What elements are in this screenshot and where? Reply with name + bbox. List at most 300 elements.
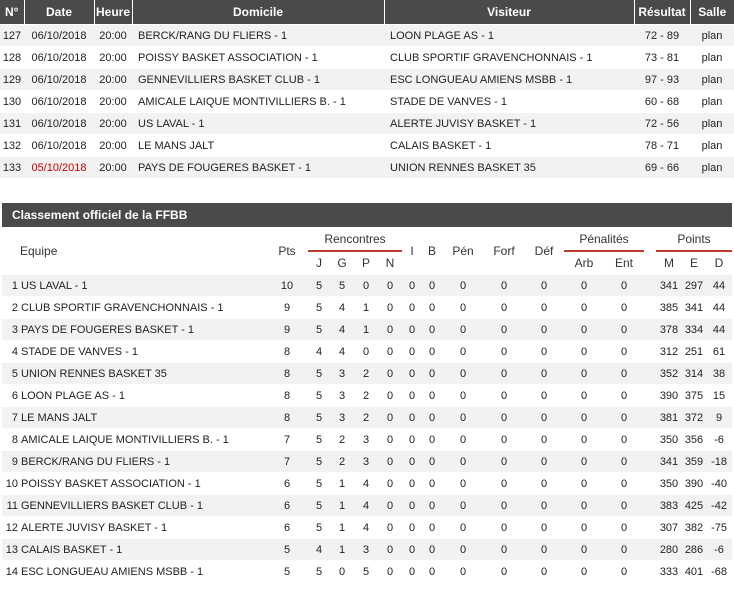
games-played: 5 [308, 429, 330, 451]
games-draw: 0 [378, 407, 402, 429]
stat-pen: 0 [442, 319, 484, 341]
rank-cell: 3 [2, 319, 18, 341]
points-scored: 280 [656, 539, 682, 561]
header-result: Résultat [634, 0, 690, 25]
penalty-ent: 0 [604, 451, 644, 473]
points-diff: -6 [706, 539, 732, 561]
ranking-row [2, 473, 732, 495]
stat-pen: 0 [442, 363, 484, 385]
games-won: 3 [330, 385, 354, 407]
points-diff: -68 [706, 561, 732, 583]
match-away-team: STADE DE VANVES - 1 [384, 91, 634, 113]
points-scored: 383 [656, 495, 682, 517]
stat-def: 0 [524, 407, 564, 429]
rank-cell: 14 [2, 561, 18, 583]
spacer [644, 561, 656, 583]
points-scored: 341 [656, 451, 682, 473]
spacer [644, 407, 656, 429]
match-row [0, 47, 734, 69]
spacer [298, 297, 308, 319]
spacer [644, 275, 656, 297]
stat-i: 0 [402, 429, 422, 451]
match-row [0, 25, 734, 47]
games-played: 5 [308, 385, 330, 407]
stat-forf: 0 [484, 539, 524, 561]
points-scored: 312 [656, 341, 682, 363]
points-total: 8 [276, 341, 298, 363]
points-scored: 390 [656, 385, 682, 407]
penalty-ent: 0 [604, 341, 644, 363]
stat-def: 0 [524, 451, 564, 473]
stat-def: 0 [524, 561, 564, 583]
stat-forf: 0 [484, 495, 524, 517]
stat-def: 0 [524, 473, 564, 495]
rank-cell: 11 [2, 495, 18, 517]
match-num: 130 [0, 91, 24, 113]
match-venue-link[interactable]: plan [690, 69, 734, 91]
match-date: 06/10/2018 [24, 113, 94, 135]
games-draw: 0 [378, 385, 402, 407]
points-conceded: 382 [682, 517, 706, 539]
stat-b: 0 [422, 385, 442, 407]
penalty-ent: 0 [604, 517, 644, 539]
penalty-ent: 0 [604, 429, 644, 451]
header-e: E [689, 256, 698, 270]
stat-b: 0 [422, 517, 442, 539]
match-time: 20:00 [94, 25, 132, 47]
points-total: 5 [276, 539, 298, 561]
stat-pen: 0 [442, 429, 484, 451]
team-name: STADE DE VANVES - 1 [18, 341, 276, 363]
stat-forf: 0 [484, 319, 524, 341]
stat-b: 0 [422, 297, 442, 319]
ranking-title: Classement officiel de la FFBB [2, 203, 732, 227]
stat-forf: 0 [484, 451, 524, 473]
penalty-arb: 0 [564, 473, 604, 495]
games-played: 5 [308, 561, 330, 583]
stat-def: 0 [524, 275, 564, 297]
header-penalties: Pénalités [564, 228, 644, 251]
rank-cell: 12 [2, 517, 18, 539]
stat-b: 0 [422, 407, 442, 429]
ranking-row [2, 561, 732, 583]
games-draw: 0 [378, 341, 402, 363]
spacer [644, 385, 656, 407]
points-scored: 350 [656, 429, 682, 451]
penalty-arb: 0 [564, 429, 604, 451]
stat-b: 0 [422, 319, 442, 341]
stat-def: 0 [524, 517, 564, 539]
stat-pen: 0 [442, 275, 484, 297]
stat-forf: 0 [484, 429, 524, 451]
match-time: 20:00 [94, 91, 132, 113]
match-num: 128 [0, 47, 24, 69]
spacer [298, 517, 308, 539]
stat-def: 0 [524, 539, 564, 561]
match-date: 06/10/2018 [24, 91, 94, 113]
ranking-table [2, 228, 732, 582]
points-conceded: 334 [682, 319, 706, 341]
penalty-arb: 0 [564, 495, 604, 517]
spacer [644, 473, 656, 495]
header-date: Date [24, 0, 94, 25]
stat-i: 0 [402, 407, 422, 429]
match-time: 20:00 [94, 47, 132, 69]
match-away-team: CLUB SPORTIF GRAVENCHONNAIS - 1 [384, 47, 634, 69]
games-played: 5 [308, 473, 330, 495]
spacer [298, 341, 308, 363]
points-scored: 333 [656, 561, 682, 583]
games-draw: 0 [378, 429, 402, 451]
games-draw: 0 [378, 539, 402, 561]
stat-b: 0 [422, 473, 442, 495]
games-played: 5 [308, 451, 330, 473]
stat-i: 0 [402, 495, 422, 517]
points-diff: 9 [706, 407, 732, 429]
games-won: 1 [330, 495, 354, 517]
rank-cell: 9 [2, 451, 18, 473]
stat-i: 0 [402, 385, 422, 407]
stat-i: 0 [402, 275, 422, 297]
header-points: Points [656, 228, 732, 251]
games-played: 5 [308, 297, 330, 319]
match-away-team: ALERTE JUVISY BASKET - 1 [384, 113, 634, 135]
games-draw: 0 [378, 495, 402, 517]
header-home: Domicile [132, 0, 384, 25]
penalty-ent: 0 [604, 297, 644, 319]
games-won: 4 [330, 297, 354, 319]
penalty-arb: 0 [564, 297, 604, 319]
stat-forf: 0 [484, 517, 524, 539]
team-name: GENNEVILLIERS BASKET CLUB - 1 [18, 495, 276, 517]
header-time: Heure [94, 0, 132, 25]
games-won: 3 [330, 407, 354, 429]
stat-pen: 0 [442, 539, 484, 561]
spacer [644, 451, 656, 473]
games-won: 0 [330, 561, 354, 583]
spacer [644, 341, 656, 363]
stat-def: 0 [524, 495, 564, 517]
games-won: 2 [330, 451, 354, 473]
spacer [644, 539, 656, 561]
spacer [298, 407, 308, 429]
games-won: 4 [330, 341, 354, 363]
points-scored: 341 [656, 275, 682, 297]
spacer [298, 561, 308, 583]
games-lost: 4 [354, 473, 378, 495]
stat-pen: 0 [442, 561, 484, 583]
ranking-row [2, 275, 732, 297]
points-diff: 44 [706, 297, 732, 319]
spacer [644, 363, 656, 385]
header-arb: Arb [574, 256, 594, 270]
games-draw: 0 [378, 297, 402, 319]
match-row [0, 135, 734, 157]
points-diff: 44 [706, 275, 732, 297]
stat-b: 0 [422, 341, 442, 363]
games-lost: 3 [354, 451, 378, 473]
match-num: 127 [0, 25, 24, 47]
stat-def: 0 [524, 363, 564, 385]
games-won: 1 [330, 539, 354, 561]
header-m: M [664, 256, 674, 270]
rank-cell: 1 [2, 275, 18, 297]
penalty-arb: 0 [564, 407, 604, 429]
games-played: 5 [308, 275, 330, 297]
penalty-arb: 0 [564, 561, 604, 583]
games-played: 5 [308, 495, 330, 517]
points-conceded: 401 [682, 561, 706, 583]
match-home-team: LE MANS JALT [132, 135, 384, 157]
header-away: Visiteur [384, 0, 634, 25]
match-row [0, 113, 734, 135]
games-draw: 0 [378, 319, 402, 341]
stat-def: 0 [524, 319, 564, 341]
team-name: ESC LONGUEAU AMIENS MSBB - 1 [18, 561, 276, 583]
games-played: 4 [308, 341, 330, 363]
games-draw: 0 [378, 517, 402, 539]
points-conceded: 297 [682, 275, 706, 297]
stat-i: 0 [402, 451, 422, 473]
penalty-arb: 0 [564, 341, 604, 363]
ranking-row [2, 319, 732, 341]
rank-cell: 7 [2, 407, 18, 429]
points-diff: -6 [706, 429, 732, 451]
match-home-team: GENNEVILLIERS BASKET CLUB - 1 [132, 69, 384, 91]
games-won: 4 [330, 319, 354, 341]
header-d: D [714, 256, 724, 270]
games-won: 1 [330, 473, 354, 495]
points-conceded: 251 [682, 341, 706, 363]
games-lost: 4 [354, 517, 378, 539]
match-time: 20:00 [94, 135, 132, 157]
points-total: 9 [276, 297, 298, 319]
header-def: Déf [534, 244, 554, 258]
penalty-arb: 0 [564, 319, 604, 341]
points-diff: -40 [706, 473, 732, 495]
games-won: 3 [330, 363, 354, 385]
team-name: POISSY BASKET ASSOCIATION - 1 [18, 473, 276, 495]
stat-i: 0 [402, 363, 422, 385]
match-venue-link[interactable]: plan [690, 25, 734, 47]
match-row [0, 69, 734, 91]
points-conceded: 375 [682, 385, 706, 407]
points-total: 10 [276, 275, 298, 297]
points-conceded: 390 [682, 473, 706, 495]
stat-b: 0 [422, 495, 442, 517]
points-total: 9 [276, 319, 298, 341]
ranking-header-row-1 [2, 228, 732, 251]
games-lost: 3 [354, 429, 378, 451]
spacer [298, 385, 308, 407]
stat-pen: 0 [442, 517, 484, 539]
team-name: LOON PLAGE AS - 1 [18, 385, 276, 407]
match-venue-link[interactable]: plan [690, 113, 734, 135]
match-num: 131 [0, 113, 24, 135]
match-date: 06/10/2018 [24, 25, 94, 47]
points-conceded: 372 [682, 407, 706, 429]
match-num: 132 [0, 135, 24, 157]
header-num: N° [0, 0, 24, 25]
team-name: US LAVAL - 1 [18, 275, 276, 297]
match-home-team: US LAVAL - 1 [132, 113, 384, 135]
games-played: 5 [308, 517, 330, 539]
spacer [298, 495, 308, 517]
match-time: 20:00 [94, 157, 132, 179]
points-total: 6 [276, 473, 298, 495]
stat-pen: 0 [442, 341, 484, 363]
match-result: 60 - 68 [634, 91, 690, 113]
rank-cell: 4 [2, 341, 18, 363]
team-name: PAYS DE FOUGERES BASKET - 1 [18, 319, 276, 341]
penalty-ent: 0 [604, 275, 644, 297]
rank-cell: 5 [2, 363, 18, 385]
ranking-row [2, 517, 732, 539]
match-result: 72 - 89 [634, 25, 690, 47]
match-time: 20:00 [94, 69, 132, 91]
header-n: N [385, 256, 395, 270]
points-scored: 378 [656, 319, 682, 341]
stat-forf: 0 [484, 297, 524, 319]
penalty-ent: 0 [604, 319, 644, 341]
games-lost: 4 [354, 495, 378, 517]
spacer [298, 363, 308, 385]
rank-cell: 10 [2, 473, 18, 495]
penalty-arb: 0 [564, 451, 604, 473]
team-name: UNION RENNES BASKET 35 [18, 363, 276, 385]
penalty-arb: 0 [564, 517, 604, 539]
spacer [298, 429, 308, 451]
stat-b: 0 [422, 363, 442, 385]
matches-header-row [0, 0, 734, 25]
ranking-row [2, 429, 732, 451]
games-draw: 0 [378, 561, 402, 583]
stat-pen: 0 [442, 297, 484, 319]
header-i: I [410, 244, 414, 258]
penalty-ent: 0 [604, 561, 644, 583]
match-away-team: LOON PLAGE AS - 1 [384, 25, 634, 47]
games-draw: 0 [378, 363, 402, 385]
stat-def: 0 [524, 297, 564, 319]
match-result: 69 - 66 [634, 157, 690, 179]
stat-pen: 0 [442, 473, 484, 495]
header-b: B [427, 244, 436, 258]
points-total: 6 [276, 517, 298, 539]
stat-pen: 0 [442, 385, 484, 407]
header-games: Rencontres [308, 228, 402, 251]
games-played: 5 [308, 363, 330, 385]
games-won: 1 [330, 517, 354, 539]
points-total: 6 [276, 495, 298, 517]
match-row [0, 91, 734, 113]
ranking-row [2, 297, 732, 319]
match-away-team: UNION RENNES BASKET 35 [384, 157, 634, 179]
team-name: BERCK/RANG DU FLIERS - 1 [18, 451, 276, 473]
points-diff: -42 [706, 495, 732, 517]
points-scored: 385 [656, 297, 682, 319]
games-won: 2 [330, 429, 354, 451]
match-result: 97 - 93 [634, 69, 690, 91]
match-venue-link[interactable]: plan [690, 91, 734, 113]
match-venue-link[interactable]: plan [690, 157, 734, 179]
spacer [298, 451, 308, 473]
stat-forf: 0 [484, 363, 524, 385]
stat-forf: 0 [484, 341, 524, 363]
spacer [298, 275, 308, 297]
spacer [298, 539, 308, 561]
games-lost: 3 [354, 539, 378, 561]
games-draw: 0 [378, 451, 402, 473]
spacer [644, 429, 656, 451]
spacer [644, 517, 656, 539]
points-conceded: 425 [682, 495, 706, 517]
points-diff: -18 [706, 451, 732, 473]
match-venue-link[interactable]: plan [690, 47, 734, 69]
stat-pen: 0 [442, 495, 484, 517]
stat-forf: 0 [484, 561, 524, 583]
stat-i: 0 [402, 539, 422, 561]
match-home-team: BERCK/RANG DU FLIERS - 1 [132, 25, 384, 47]
points-conceded: 286 [682, 539, 706, 561]
games-lost: 5 [354, 561, 378, 583]
stat-i: 0 [402, 341, 422, 363]
points-total: 7 [276, 451, 298, 473]
match-time: 20:00 [94, 113, 132, 135]
spacer [298, 319, 308, 341]
penalty-arb: 0 [564, 363, 604, 385]
stat-def: 0 [524, 385, 564, 407]
penalty-arb: 0 [564, 385, 604, 407]
games-lost: 1 [354, 297, 378, 319]
games-draw: 0 [378, 275, 402, 297]
games-lost: 1 [354, 319, 378, 341]
stat-forf: 0 [484, 275, 524, 297]
penalty-ent: 0 [604, 363, 644, 385]
header-j: J [316, 256, 322, 270]
team-name: LE MANS JALT [18, 407, 276, 429]
ranking-row [2, 451, 732, 473]
points-scored: 352 [656, 363, 682, 385]
stat-i: 0 [402, 561, 422, 583]
match-row [0, 157, 734, 179]
spacer [298, 473, 308, 495]
match-date: 06/10/2018 [24, 135, 94, 157]
stat-i: 0 [402, 473, 422, 495]
stat-def: 0 [524, 429, 564, 451]
team-name: AMICALE LAIQUE MONTIVILLIERS B. - 1 [18, 429, 276, 451]
games-played: 5 [308, 319, 330, 341]
stat-i: 0 [402, 517, 422, 539]
points-conceded: 341 [682, 297, 706, 319]
stat-b: 0 [422, 451, 442, 473]
match-venue-link[interactable]: plan [690, 135, 734, 157]
stat-b: 0 [422, 561, 442, 583]
points-scored: 350 [656, 473, 682, 495]
points-scored: 381 [656, 407, 682, 429]
games-lost: 2 [354, 385, 378, 407]
header-venue: Salle [690, 0, 734, 25]
match-home-team: PAYS DE FOUGERES BASKET - 1 [132, 157, 384, 179]
header-pts: Pts [278, 244, 296, 258]
rank-cell: 13 [2, 539, 18, 561]
rank-cell: 6 [2, 385, 18, 407]
rank-cell: 8 [2, 429, 18, 451]
stat-i: 0 [402, 319, 422, 341]
spacer [644, 319, 656, 341]
match-num: 129 [0, 69, 24, 91]
stat-i: 0 [402, 297, 422, 319]
points-diff: -75 [706, 517, 732, 539]
